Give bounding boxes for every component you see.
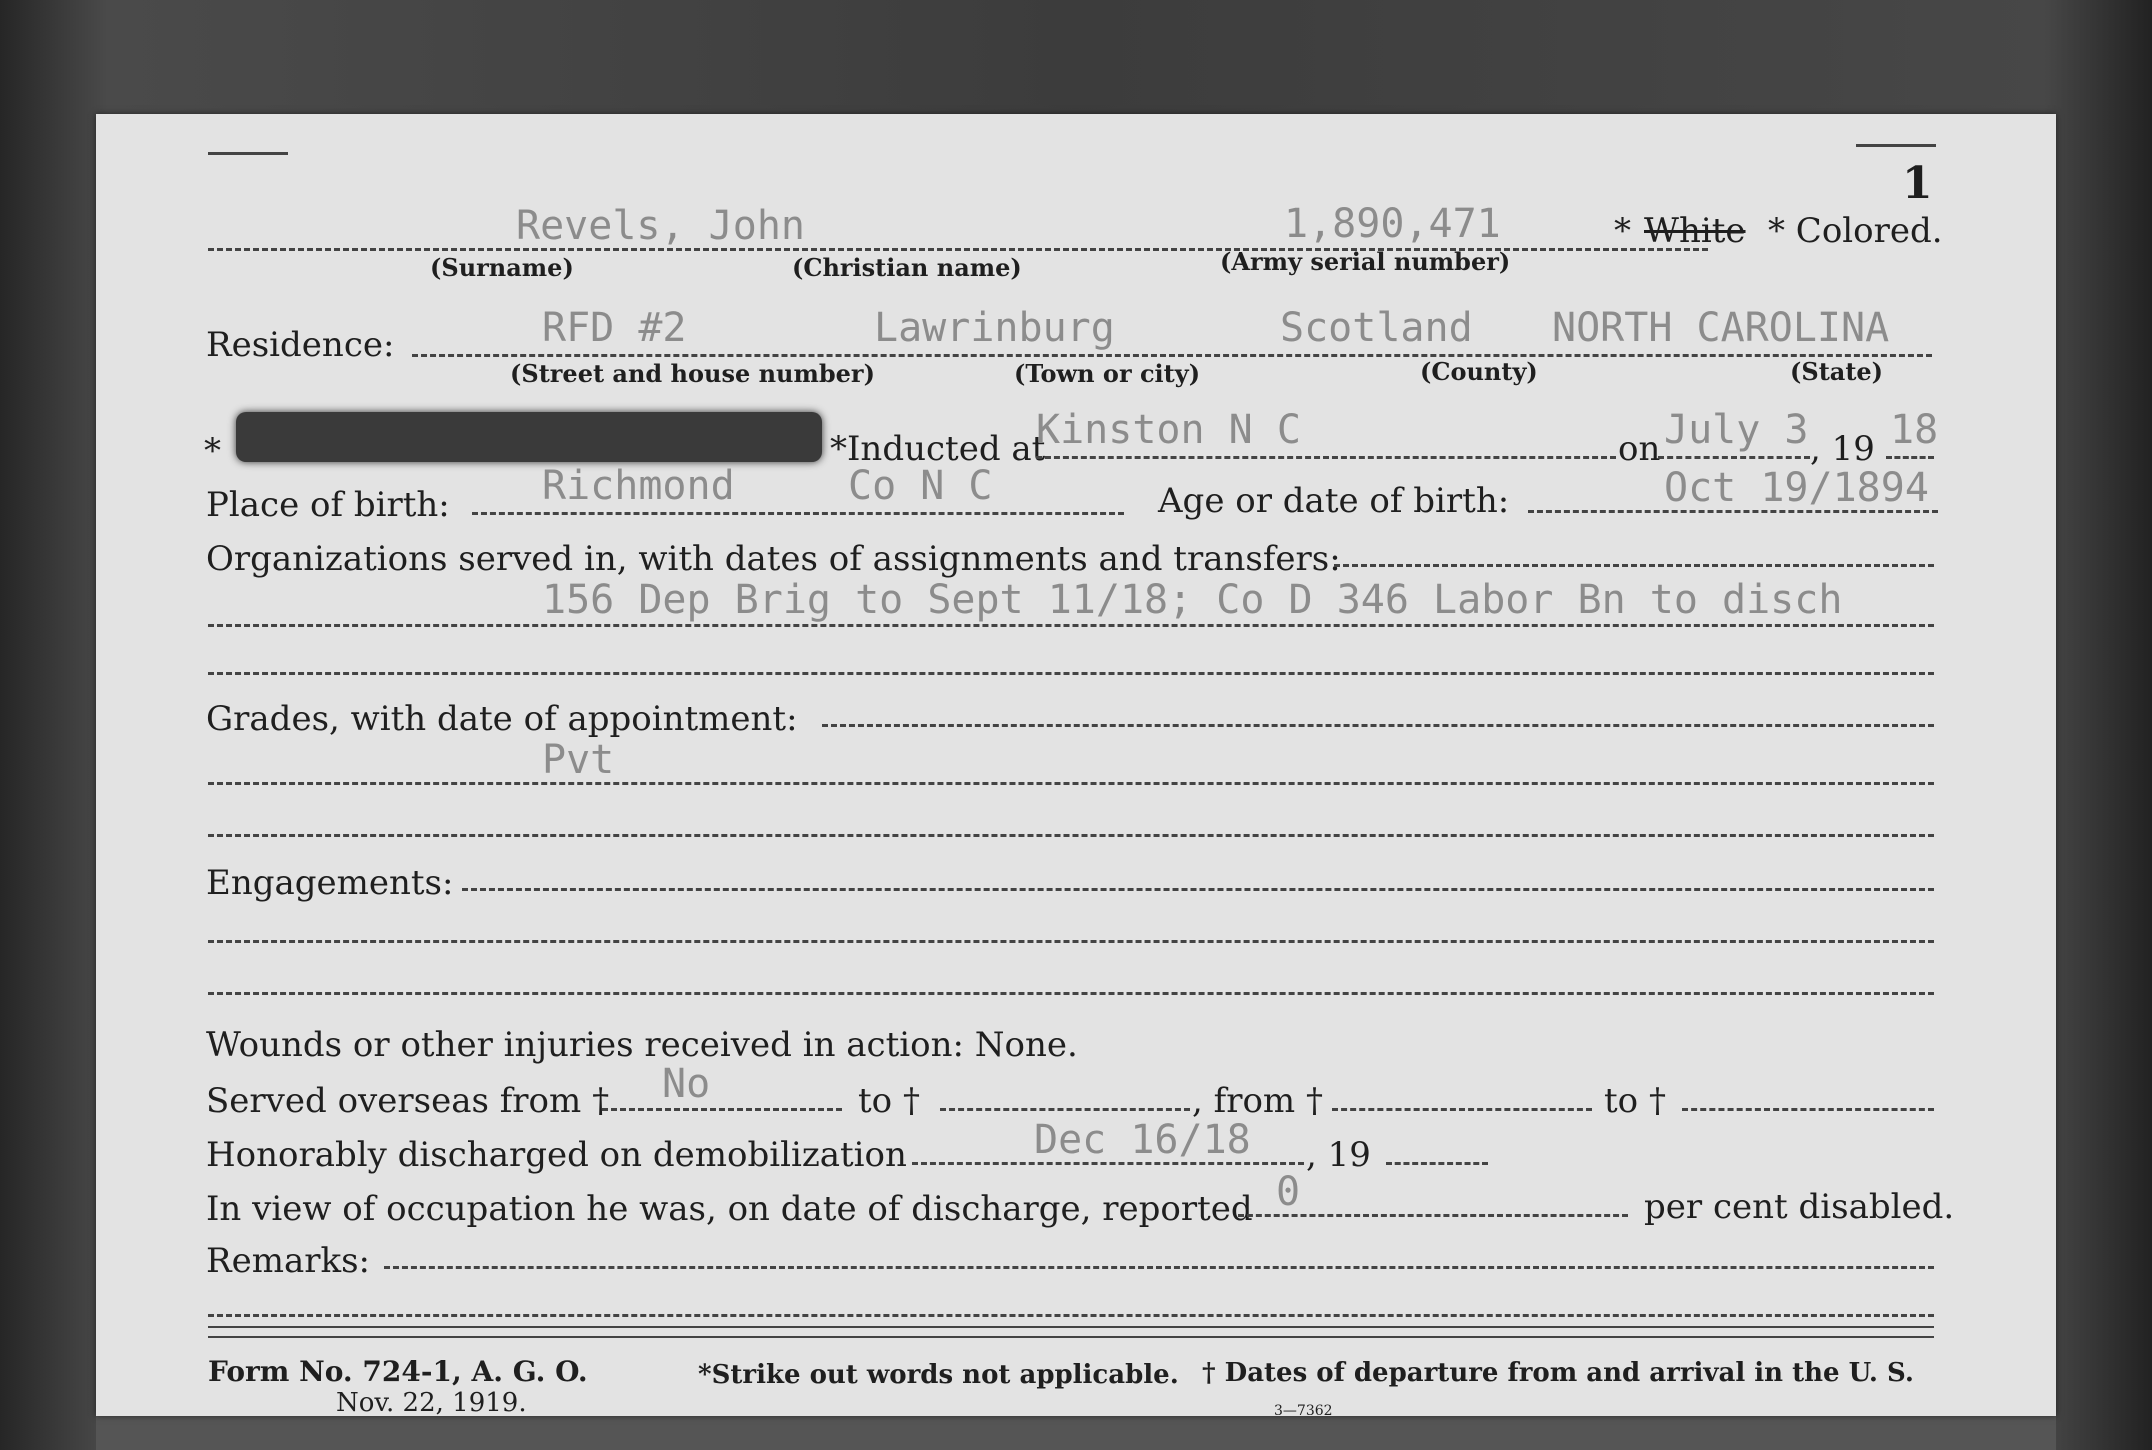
remarks-label: Remarks:	[206, 1241, 370, 1281]
residence-town: Lawrinburg	[874, 305, 1115, 351]
organizations-line-1	[1334, 564, 1934, 567]
discharge-year-label: , 19	[1306, 1135, 1371, 1175]
birth-place-label: Place of birth:	[206, 485, 450, 525]
inducted-year-prefix: , 19	[1810, 429, 1875, 469]
top-left-rule	[208, 152, 288, 155]
grades-label: Grades, with date of appointment:	[206, 699, 798, 739]
overseas-from2-label: , from †	[1192, 1081, 1323, 1121]
caption-town: (Town or city)	[1014, 359, 1201, 388]
inducted-line	[1036, 456, 1616, 459]
disability-line	[1238, 1214, 1628, 1217]
residence-state: NORTH CAROLINA	[1552, 305, 1890, 351]
inducted-on-label: on	[1618, 429, 1661, 469]
remarks-line-1	[384, 1266, 1934, 1269]
grades-line-2	[208, 782, 1934, 785]
footer-print-code: 3—7362	[1274, 1403, 1333, 1419]
card-number: 1	[1902, 158, 1933, 209]
residence-county: Scotland	[1280, 305, 1473, 351]
engagements-line-3	[208, 992, 1934, 995]
overseas-to2-line	[1682, 1108, 1934, 1111]
birth-place-line	[472, 512, 1124, 515]
birth-date-label: Age or date of birth:	[1158, 481, 1510, 521]
race-star: *	[1614, 211, 1631, 251]
birth-place-a: Richmond	[542, 463, 735, 509]
overseas-to-line	[940, 1108, 1190, 1111]
footer-form-date: Nov. 22, 1919.	[336, 1388, 527, 1418]
birth-place-b: Co N C	[848, 463, 993, 509]
caption-army-serial: (Army serial number)	[1220, 247, 1511, 276]
inducted-place: Kinston N C	[1036, 407, 1301, 453]
organizations-line-2	[208, 624, 1934, 627]
inducted-year: 18	[1890, 407, 1939, 453]
draft-record-card	[96, 114, 2056, 1419]
footer-strike-note: *Strike out words not applicable.	[698, 1360, 1179, 1390]
serial-value: 1,890,471	[1284, 201, 1501, 247]
overseas-from-label: Served overseas from †	[206, 1081, 610, 1121]
race-colored: * Colored.	[1768, 211, 1943, 251]
inducted-date: July 3	[1664, 407, 1809, 453]
organizations-line-3	[208, 672, 1934, 675]
inducted-year-line	[1886, 456, 1934, 459]
bottom-rule-1	[208, 1326, 1934, 1328]
bottom-rule-2	[208, 1336, 1934, 1338]
birth-date-value: Oct 19/1894	[1664, 465, 1929, 511]
wounds-label: Wounds or other injuries received in action: None.	[206, 1025, 1078, 1065]
race-white-struck: White	[1644, 211, 1746, 251]
residence-line	[412, 354, 1932, 357]
residence-street: RFD #2	[542, 305, 687, 351]
grades-value: Pvt	[542, 737, 615, 783]
overseas-to2-label: to †	[1604, 1081, 1666, 1121]
discharge-value: Dec 16/18	[1034, 1117, 1251, 1163]
caption-christian-name: (Christian name)	[792, 253, 1022, 282]
caption-street: (Street and house number)	[510, 359, 875, 388]
organizations-label: Organizations served in, with dates of assignments and transfers:	[206, 539, 1341, 579]
caption-surname: (Surname)	[430, 253, 574, 282]
engagements-line-1	[462, 888, 1934, 891]
overseas-from-line	[602, 1108, 842, 1111]
top-right-rule	[1856, 144, 1936, 147]
caption-county: (County)	[1420, 357, 1538, 386]
redaction-smudge	[236, 412, 822, 462]
footer-form-number: Form No. 724-1, A. G. O.	[208, 1355, 588, 1388]
disability-suffix: per cent disabled.	[1644, 1187, 1955, 1227]
birth-date-line	[1528, 510, 1938, 513]
enlistment-star: *	[204, 431, 221, 471]
inducted-date-line	[1658, 456, 1810, 459]
disability-label: In view of occupation he was, on date of discharge, reported	[206, 1189, 1253, 1229]
inducted-label: *Inducted at	[830, 429, 1046, 469]
grades-line-1	[822, 724, 1934, 727]
caption-state: (State)	[1790, 357, 1884, 386]
overseas-from-value: No	[662, 1061, 711, 1107]
discharge-label: Honorably discharged on demobilization	[206, 1135, 907, 1175]
engagements-label: Engagements:	[206, 863, 454, 903]
disability-value: 0	[1276, 1169, 1301, 1215]
engagements-line-2	[208, 940, 1934, 943]
overseas-to-label: to †	[858, 1081, 920, 1121]
grades-line-3	[208, 834, 1934, 837]
overseas-from2-line	[1332, 1108, 1592, 1111]
discharge-line	[912, 1162, 1304, 1165]
remarks-line-2	[208, 1314, 1934, 1317]
footer-dates-note: † Dates of departure from and arrival in the U. S.	[1202, 1358, 1914, 1388]
surname-value: Revels, John	[516, 203, 805, 249]
discharge-year-line	[1386, 1162, 1488, 1165]
residence-label: Residence:	[206, 325, 395, 365]
organizations-value: 156 Dep Brig to Sept 11/18; Co D 346 Labor Bn to disch	[542, 577, 1843, 623]
